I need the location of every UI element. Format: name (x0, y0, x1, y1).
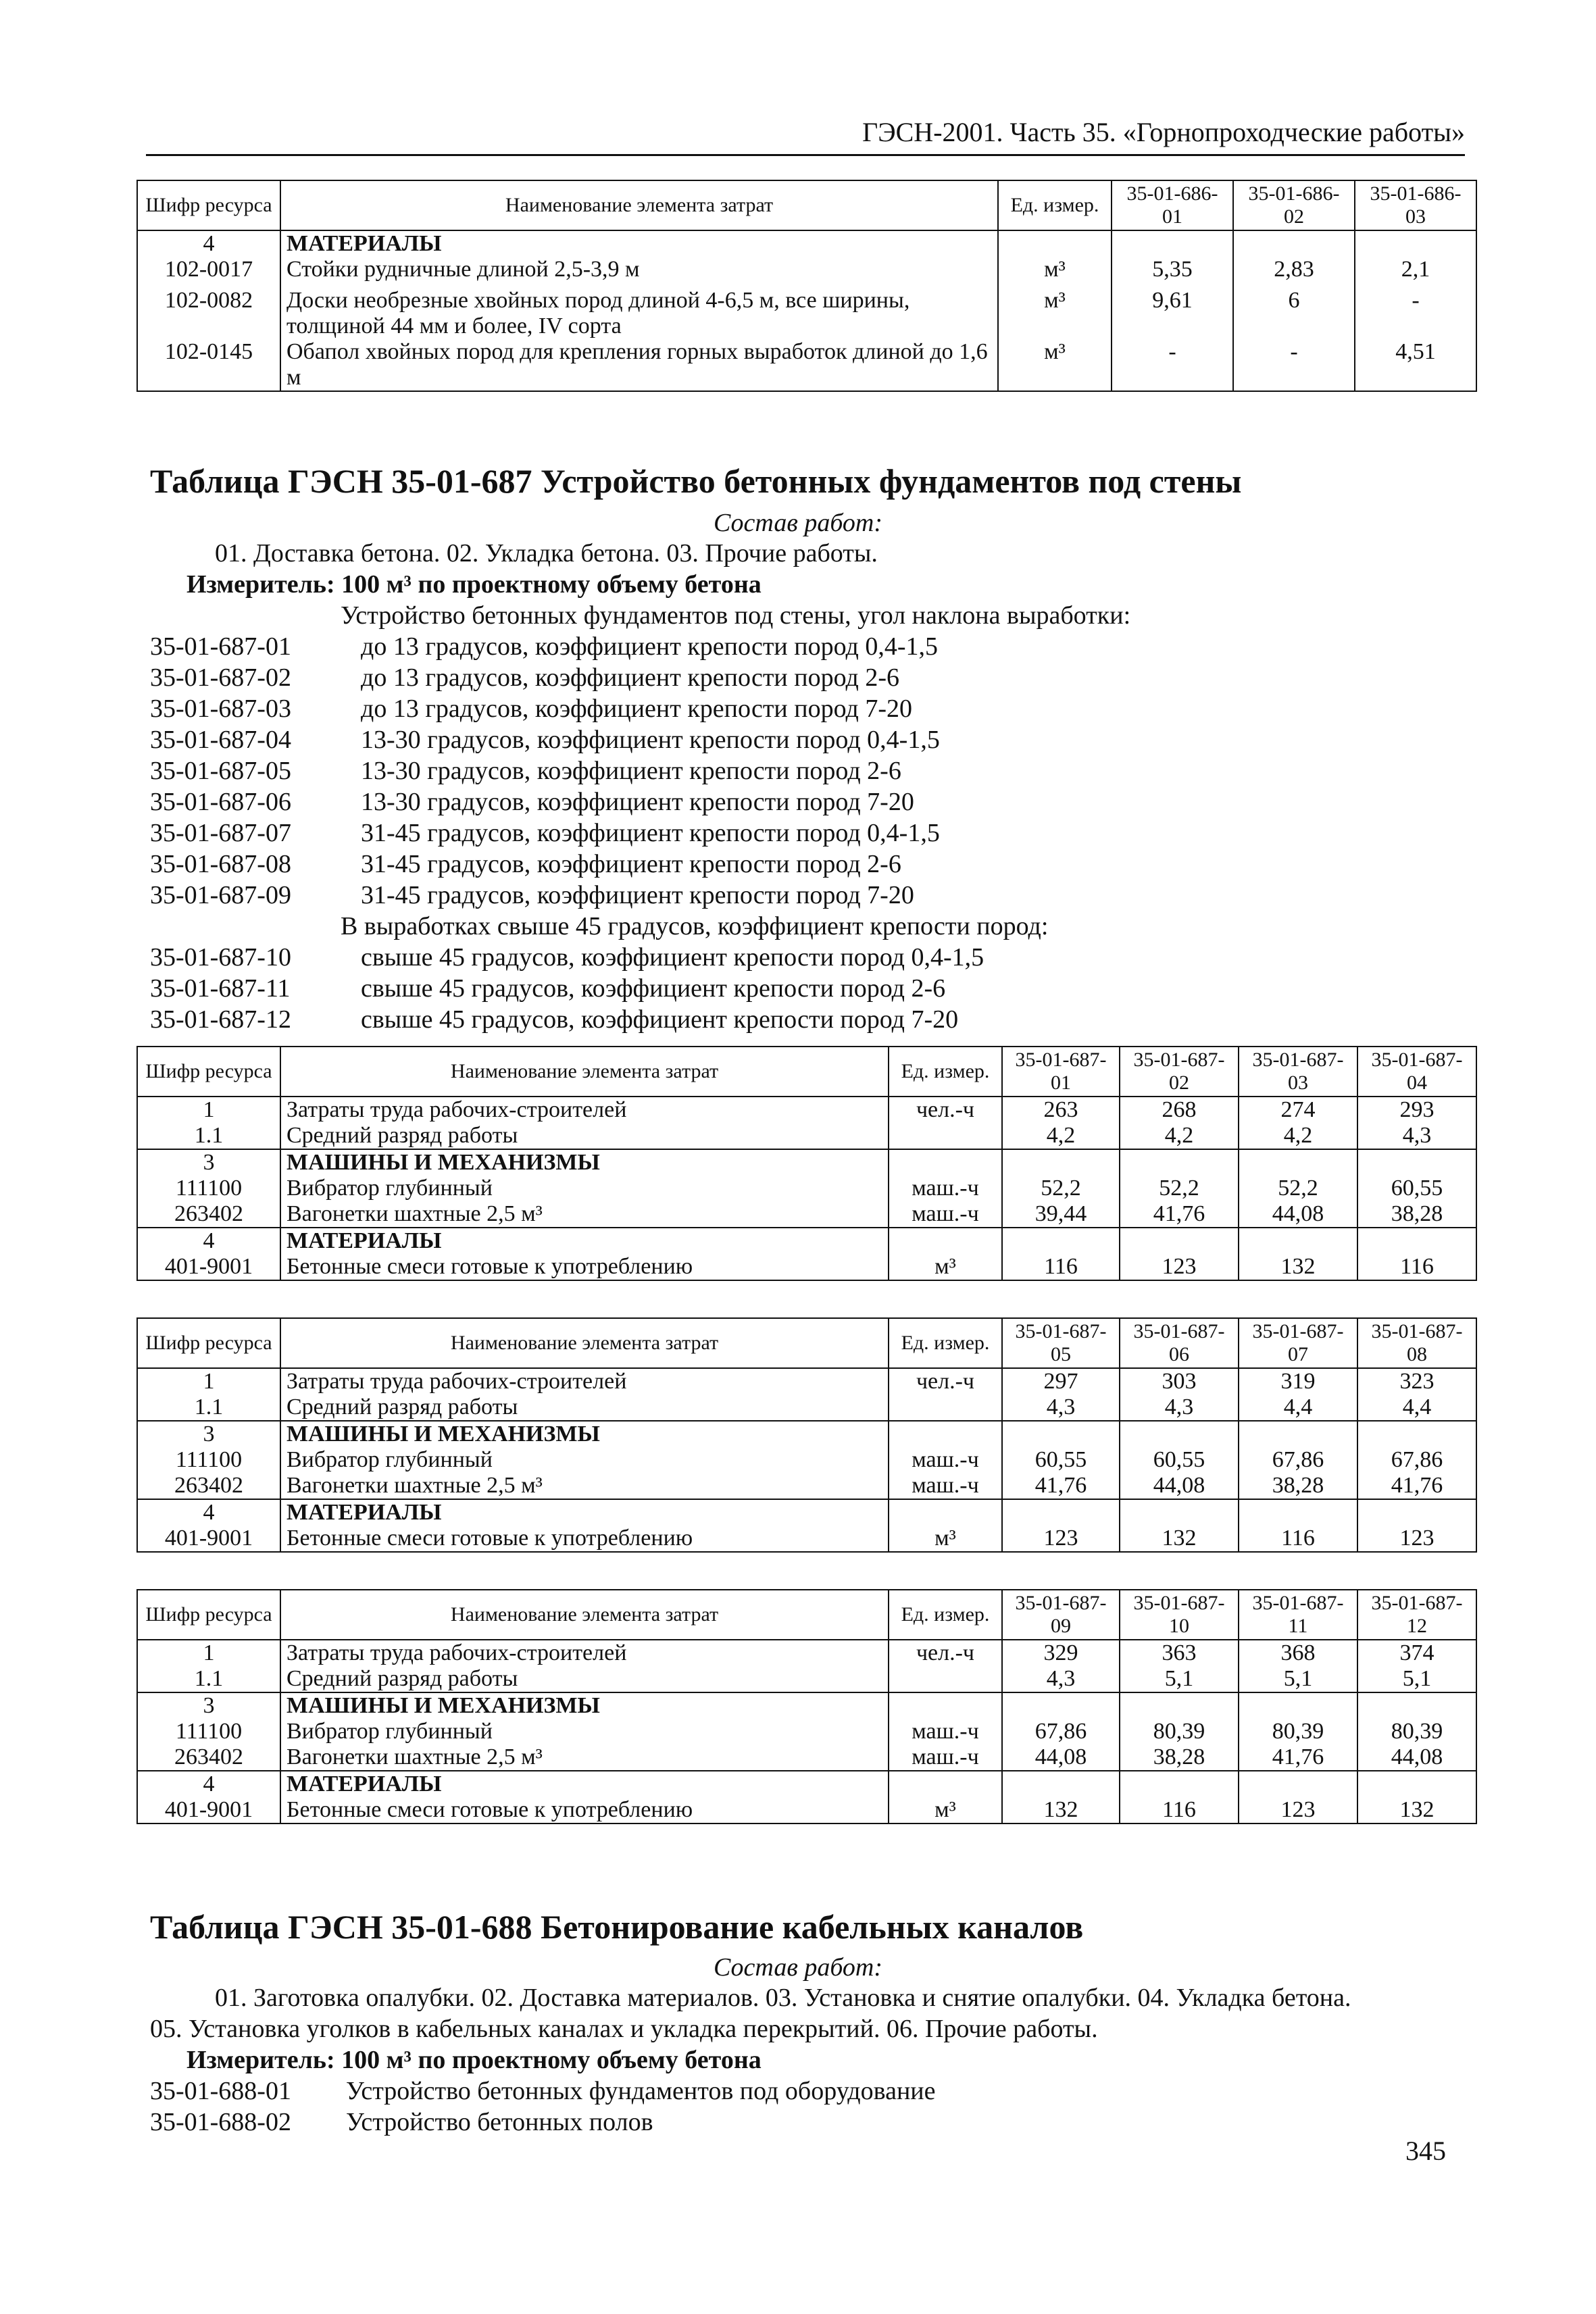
section-label: МАШИНЫ И МЕХАНИЗМЫ (280, 1421, 889, 1447)
norm-code: 35-01-687-04 (150, 726, 291, 754)
resource-value: 293 (1357, 1097, 1476, 1123)
resource-value: 41,76 (1357, 1473, 1476, 1499)
measure-unit: Измеритель: 100 м³ по проектному объему бетона (186, 2046, 762, 2074)
norm-code: 35-01-687-10 (150, 943, 291, 972)
resource-value: 4,3 (1357, 1123, 1476, 1149)
resource-value: 4,3 (1002, 1666, 1120, 1692)
measure-unit: Измеритель: 100 м³ по проектному объему бетона (186, 570, 762, 599)
resource-name: Затраты труда рабочих-строителей (280, 1368, 889, 1394)
resource-code: 111100 (137, 1176, 280, 1201)
resource-code: 111100 (137, 1719, 280, 1744)
section-label: МАТЕРИАЛЫ (280, 1771, 889, 1797)
norm-code: 35-01-688-02 (150, 2108, 291, 2136)
resource-name: Вагонетки шахтные 2,5 м³ (280, 1473, 889, 1499)
resource-value: 39,44 (1002, 1201, 1120, 1228)
col-header-norm: 35-01-686-01 (1112, 180, 1233, 230)
norm-item (150, 693, 1434, 724)
norm-item (150, 818, 1434, 849)
norm-item (150, 1004, 1434, 1035)
resource-value: 263 (1002, 1097, 1120, 1123)
col-header-name: Наименование элемента затрат (280, 1047, 889, 1097)
norm-code: 35-01-687-11 (150, 974, 291, 1003)
col-header-norm: 35-01-687-08 (1357, 1318, 1476, 1368)
resource-value: 41,76 (1120, 1201, 1239, 1228)
resource-value: 41,76 (1002, 1473, 1120, 1499)
resource-name: Средний разряд работы (280, 1123, 889, 1149)
col-header-norm: 35-01-687-03 (1239, 1047, 1357, 1097)
resource-value: 132 (1357, 1797, 1476, 1823)
resource-value: 60,55 (1120, 1447, 1239, 1473)
resource-code: 401-9001 (137, 1526, 280, 1552)
work-composition-text: 05. Установка уголков в кабельных каналах и укладка перекрытий. 06. Прочие работы. (150, 2015, 1098, 2043)
resource-value: 4,3 (1002, 1394, 1120, 1421)
resource-name: Обапол хвойных пород для крепления горных выработок длиной до 1,6 м (280, 339, 998, 391)
work-composition-label: Состав работ: (713, 1953, 883, 1982)
resource-value: 123 (1239, 1797, 1357, 1823)
norm-code: 35-01-687-03 (150, 695, 291, 723)
resource-unit: маш.-ч (889, 1447, 1002, 1473)
resource-value: 4,3 (1120, 1394, 1239, 1421)
norm-text: 31-45 градусов, коэффициент крепости пород 2-6 (361, 850, 901, 878)
col-header-name: Наименование элемента затрат (280, 180, 998, 230)
section-label: МАТЕРИАЛЫ (280, 230, 998, 257)
norm-code: 35-01-688-01 (150, 2077, 291, 2105)
col-header-norm: 35-01-687-01 (1002, 1047, 1120, 1097)
resource-value: 38,28 (1239, 1473, 1357, 1499)
resource-name: Доски необрезные хвойных пород длиной 4-6,5 м, все ширины, толщиной 44 мм и более, IV сорта (280, 288, 998, 339)
col-header-norm: 35-01-686-03 (1355, 180, 1476, 230)
section-code: 4 (137, 1771, 280, 1797)
norm-text: 13-30 градусов, коэффициент крепости пород 0,4-1,5 (361, 726, 940, 754)
resource-value: 38,28 (1120, 1744, 1239, 1771)
resource-value: 319 (1239, 1368, 1357, 1394)
resource-value: 116 (1120, 1797, 1239, 1823)
norm-code: 35-01-687-12 (150, 1005, 291, 1034)
resource-table-687-b (136, 1317, 1477, 1553)
col-header-norm: 35-01-687-09 (1002, 1590, 1120, 1640)
norm-text: до 13 градусов, коэффициент крепости пород 2-6 (361, 663, 899, 692)
norm-item (150, 942, 1434, 973)
resource-code: 102-0082 (137, 288, 280, 339)
resource-name: Вибратор глубинный (280, 1447, 889, 1473)
resource-value: - (1355, 288, 1476, 339)
resource-value: 67,86 (1357, 1447, 1476, 1473)
section-label: МАШИНЫ И МЕХАНИЗМЫ (280, 1692, 889, 1719)
norm-text: 31-45 градусов, коэффициент крепости пород 0,4-1,5 (361, 819, 940, 847)
section-label: МАТЕРИАЛЫ (280, 1228, 889, 1254)
col-header-name: Наименование элемента затрат (280, 1590, 889, 1640)
resource-code: 401-9001 (137, 1254, 280, 1280)
resource-value: 9,61 (1112, 288, 1233, 339)
resource-name: Затраты труда рабочих-строителей (280, 1097, 889, 1123)
resource-value: 116 (1357, 1254, 1476, 1280)
resource-value: 297 (1002, 1368, 1120, 1394)
resource-code: 1 (137, 1097, 280, 1123)
resource-name: Бетонные смеси готовые к употреблению (280, 1254, 889, 1280)
resource-value: 5,1 (1120, 1666, 1239, 1692)
norm-code: 35-01-687-09 (150, 881, 291, 909)
norm-item (150, 849, 1434, 880)
resource-code: 263402 (137, 1744, 280, 1771)
norm-text: 31-45 градусов, коэффициент крепости пород 7-20 (361, 881, 914, 909)
resource-code: 1 (137, 1640, 280, 1666)
col-header-code: Шифр ресурса (137, 1047, 280, 1097)
norm-item (150, 2107, 1434, 2138)
resource-value: 368 (1239, 1640, 1357, 1666)
col-header-norm: 35-01-687-02 (1120, 1047, 1239, 1097)
resource-table-687-a (136, 1046, 1477, 1281)
section-code: 3 (137, 1149, 280, 1176)
resource-table-686 (136, 180, 1477, 392)
col-header-code: Шифр ресурса (137, 1590, 280, 1640)
norm-code: 35-01-687-06 (150, 788, 291, 816)
work-composition-label: Состав работ: (713, 509, 883, 537)
section-code: 3 (137, 1421, 280, 1447)
resource-value: 323 (1357, 1368, 1476, 1394)
resource-value: 67,86 (1002, 1719, 1120, 1744)
resource-value: 44,08 (1002, 1744, 1120, 1771)
resource-unit: м³ (998, 288, 1112, 339)
work-composition-text: 01. Доставка бетона. 02. Укладка бетона. 03. Прочие работы. (215, 539, 878, 568)
col-header-unit: Ед. измер. (889, 1590, 1002, 1640)
resource-value: - (1112, 339, 1233, 391)
resource-unit: маш.-ч (889, 1719, 1002, 1744)
resource-code: 102-0145 (137, 339, 280, 391)
resource-value: 6 (1233, 288, 1355, 339)
col-header-unit: Ед. измер. (889, 1047, 1002, 1097)
norm-code: 35-01-687-01 (150, 632, 291, 661)
resource-value: 4,2 (1120, 1123, 1239, 1149)
col-header-code: Шифр ресурса (137, 1318, 280, 1368)
resource-value: 60,55 (1357, 1176, 1476, 1201)
norm-text: 13-30 градусов, коэффициент крепости пород 7-20 (361, 788, 914, 816)
resource-value: 329 (1002, 1640, 1120, 1666)
resource-unit: м³ (889, 1526, 1002, 1552)
resource-value: 268 (1120, 1097, 1239, 1123)
norm-code: 35-01-687-05 (150, 757, 291, 785)
resource-value: 132 (1002, 1797, 1120, 1823)
resource-name: Вибратор глубинный (280, 1176, 889, 1201)
resource-value: 5,1 (1357, 1666, 1476, 1692)
work-composition-text: 01. Заготовка опалубки. 02. Доставка материалов. 03. Установка и снятие опалубки. 04. Укладка бетона. (215, 1984, 1351, 2012)
resource-value: 116 (1002, 1254, 1120, 1280)
norm-text: до 13 градусов, коэффициент крепости пород 0,4-1,5 (361, 632, 938, 661)
col-header-norm: 35-01-687-12 (1357, 1590, 1476, 1640)
resource-name: Стойки рудничные длиной 2,5-3,9 м (280, 257, 998, 288)
resource-unit: чел.-ч (889, 1640, 1002, 1666)
norm-item (150, 662, 1434, 693)
col-header-norm: 35-01-687-05 (1002, 1318, 1120, 1368)
col-header-norm: 35-01-687-06 (1120, 1318, 1239, 1368)
col-header-norm: 35-01-687-07 (1239, 1318, 1357, 1368)
col-header-code: Шифр ресурса (137, 180, 280, 230)
resource-value: 374 (1357, 1640, 1476, 1666)
col-header-name: Наименование элемента затрат (280, 1318, 889, 1368)
col-header-norm: 35-01-687-10 (1120, 1590, 1239, 1640)
resource-unit: м³ (889, 1797, 1002, 1823)
resource-code: 263402 (137, 1201, 280, 1228)
section-label: МАШИНЫ И МЕХАНИЗМЫ (280, 1149, 889, 1176)
resource-name: Средний разряд работы (280, 1666, 889, 1692)
resource-code: 111100 (137, 1447, 280, 1473)
section-code: 4 (137, 1228, 280, 1254)
resource-value: 80,39 (1239, 1719, 1357, 1744)
col-header-unit: Ед. измер. (889, 1318, 1002, 1368)
running-head: ГЭСН-2001. Часть 35. «Горнопроходческие работы» (862, 117, 1465, 147)
resource-value: 44,08 (1120, 1473, 1239, 1499)
resource-code: 1.1 (137, 1394, 280, 1421)
norm-text: до 13 градусов, коэффициент крепости пород 7-20 (361, 695, 912, 723)
resource-value: 60,55 (1002, 1447, 1120, 1473)
col-header-norm: 35-01-686-02 (1233, 180, 1355, 230)
norm-text: свыше 45 градусов, коэффициент крепости пород 2-6 (361, 974, 946, 1003)
resource-value: 4,2 (1239, 1123, 1357, 1149)
norm-code: 35-01-687-07 (150, 819, 291, 847)
norm-text: Устройство бетонных фундаментов под оборудование (346, 2077, 936, 2105)
col-header-norm: 35-01-687-11 (1239, 1590, 1357, 1640)
norm-item (150, 973, 1434, 1004)
resource-name: Вагонетки шахтные 2,5 м³ (280, 1744, 889, 1771)
resource-name: Затраты труда рабочих-строителей (280, 1640, 889, 1666)
norm-text: свыше 45 градусов, коэффициент крепости пород 7-20 (361, 1005, 959, 1034)
resource-value: 274 (1239, 1097, 1357, 1123)
norm-item (150, 880, 1434, 911)
resource-value: 67,86 (1239, 1447, 1357, 1473)
norm-item (150, 2076, 1434, 2107)
norm-text: 13-30 градусов, коэффициент крепости пород 2-6 (361, 757, 901, 785)
resource-value: 2,1 (1355, 257, 1476, 288)
resource-name: Бетонные смеси готовые к употреблению (280, 1526, 889, 1552)
resource-code: 401-9001 (137, 1797, 280, 1823)
resource-value: 52,2 (1002, 1176, 1120, 1201)
resource-unit: маш.-ч (889, 1473, 1002, 1499)
header-rule (146, 154, 1465, 156)
table-title-687: Таблица ГЭСН 35-01-687 Устройство бетонных фундаментов под стены (150, 462, 1242, 500)
resource-value: 123 (1002, 1526, 1120, 1552)
resource-code: 1.1 (137, 1123, 280, 1149)
section-code: 3 (137, 1692, 280, 1719)
resource-code: 263402 (137, 1473, 280, 1499)
resource-value: 5,35 (1112, 257, 1233, 288)
resource-value: 116 (1239, 1526, 1357, 1552)
section-code: 4 (137, 1499, 280, 1526)
resource-value: 80,39 (1357, 1719, 1476, 1744)
norm-item (150, 631, 1434, 662)
section-code: 4 (137, 230, 280, 257)
resource-unit: маш.-ч (889, 1744, 1002, 1771)
norm-item (150, 786, 1434, 818)
resource-unit: м³ (998, 257, 1112, 288)
resource-value: 132 (1239, 1254, 1357, 1280)
resource-code: 1 (137, 1368, 280, 1394)
norm-code: 35-01-687-08 (150, 850, 291, 878)
resource-value: 132 (1120, 1526, 1239, 1552)
resource-value: 38,28 (1357, 1201, 1476, 1228)
resource-value: 4,4 (1357, 1394, 1476, 1421)
resource-unit: маш.-ч (889, 1176, 1002, 1201)
resource-value: 4,4 (1239, 1394, 1357, 1421)
resource-value: 303 (1120, 1368, 1239, 1394)
resource-unit: маш.-ч (889, 1201, 1002, 1228)
resource-value: 2,83 (1233, 257, 1355, 288)
resource-name: Вагонетки шахтные 2,5 м³ (280, 1201, 889, 1228)
norm-group-intro: В выработках свыше 45 градусов, коэффициент крепости пород: (341, 912, 1049, 940)
resource-value: 4,2 (1002, 1123, 1120, 1149)
resource-value: 123 (1357, 1526, 1476, 1552)
resource-value: 44,08 (1357, 1744, 1476, 1771)
resource-value: - (1233, 339, 1355, 391)
resource-table-687-c (136, 1589, 1477, 1824)
resource-name: Средний разряд работы (280, 1394, 889, 1421)
resource-unit: чел.-ч (889, 1368, 1002, 1394)
resource-unit: чел.-ч (889, 1097, 1002, 1123)
norm-item (150, 755, 1434, 786)
norm-item (150, 724, 1434, 755)
resource-value: 52,2 (1120, 1176, 1239, 1201)
resource-name: Вибратор глубинный (280, 1719, 889, 1744)
col-header-norm: 35-01-687-04 (1357, 1047, 1476, 1097)
norm-code: 35-01-687-02 (150, 663, 291, 692)
table-title-688: Таблица ГЭСН 35-01-688 Бетонирование кабельных каналов (150, 1908, 1084, 1946)
resource-value: 123 (1120, 1254, 1239, 1280)
resource-value: 52,2 (1239, 1176, 1357, 1201)
resource-name: Бетонные смеси готовые к употреблению (280, 1797, 889, 1823)
resource-unit: м³ (998, 339, 1112, 391)
norm-text: Устройство бетонных полов (346, 2108, 653, 2136)
resource-value: 4,51 (1355, 339, 1476, 391)
page-number: 345 (1405, 2136, 1446, 2166)
section-label: МАТЕРИАЛЫ (280, 1499, 889, 1526)
col-header-unit: Ед. измер. (998, 180, 1112, 230)
resource-value: 5,1 (1239, 1666, 1357, 1692)
norm-group-intro: Устройство бетонных фундаментов под стены, угол наклона выработки: (341, 601, 1131, 630)
resource-unit: м³ (889, 1254, 1002, 1280)
resource-value: 363 (1120, 1640, 1239, 1666)
norm-text: свыше 45 градусов, коэффициент крепости пород 0,4-1,5 (361, 943, 984, 972)
resource-value: 44,08 (1239, 1201, 1357, 1228)
resource-code: 1.1 (137, 1666, 280, 1692)
resource-code: 102-0017 (137, 257, 280, 288)
resource-value: 41,76 (1239, 1744, 1357, 1771)
resource-value: 80,39 (1120, 1719, 1239, 1744)
